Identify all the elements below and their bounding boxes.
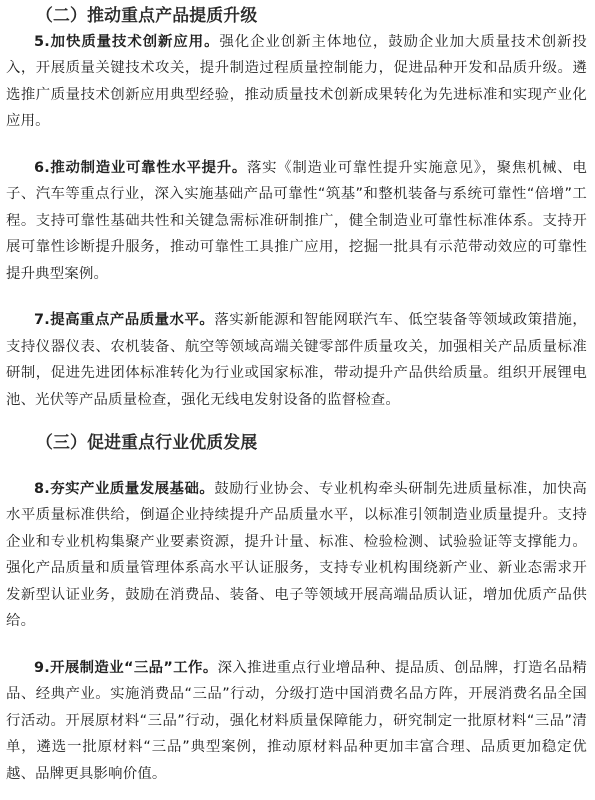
item-6-body: 落实《制造业可靠性提升实施意见》，聚焦机械、电子、汽车等重点行业，深入实施基础产品可靠性“筑基”和整机装备与系统可靠性“倍增”工程。支持可靠性基础共性和关键急需标准研制推广，健全制造业可靠性标准体系。支持开展可靠性诊断提升服务，推动可靠性工具推广应用，挖掘一批具有示范带动效应的可靠性提升典型案例。	[6, 159, 587, 282]
item-8-lead: 8.夯实产业质量发展基础。	[34, 480, 215, 497]
item-5-body: 强化企业创新主体地位，鼓励企业加大质量技术创新投入，开展质量关键技术攻关，提升制造过程质量控制能力，促进品种开发和品质升级。遴选推广质量技术创新应用典型经验，推动质量技术创新成果转化为先进标准和实现产业化应用。	[6, 33, 587, 129]
paragraph-item-9	[6, 655, 587, 788]
item-9-lead: 9.开展制造业“三品”工作。	[34, 659, 218, 676]
paragraph-item-7	[6, 307, 587, 413]
item-5-lead: 5.加快质量技术创新应用。	[34, 33, 220, 50]
section-heading-3: （三）促进重点行业优质发展	[36, 432, 258, 452]
item-6-lead: 6.推动制造业可靠性水平提升。	[34, 159, 247, 176]
paragraph-item-8	[6, 476, 587, 635]
item-9-body: 深入推进重点行业增品种、提品质、创品牌，打造名品精品、经典产业。实施消费品“三品”行动，分级打造中国消费名品方阵，开展消费名品全国行活动。开展原材料“三品”行动，强化材料质量保障能力，研究制定一批原材料“三品”清单，遴选一批原材料“三品”典型案例，推动原材料品种更加丰富合理、品质更加稳定优越、品牌更具影响价值。	[6, 659, 587, 782]
item-7-lead: 7.提高重点产品质量水平。	[34, 312, 215, 328]
paragraph-item-5	[6, 29, 587, 135]
paragraph-item-6	[6, 155, 587, 288]
item-7-body: 落实新能源和智能网联汽车、低空装备等领域政策措施，支持仪器仪表、农机装备、航空等领域高端关键零部件质量攻关，加强相关产品质量标准研制，促进先进团体标准转化为行业或国家标准，带动提升产品供给质量。组织开展锂电池、光伏等产品质量检查，强化无线电发射设备的监督检查。	[6, 312, 587, 408]
item-8-body: 鼓励行业协会、专业机构牵头研制先进质量标准，加快高水平质量标准供给，倒逼企业持续提升产品质量水平，以标准引领制造业质量提升。支持企业和专业机构集聚产业要素资源，提升计量、标准、检验检测、试验验证等支撑能力。强化产品质量和质量管理体系高水平认证服务，支持专业机构围绕新产业、新业态需求开发新型认证业务，鼓励在消费品、装备、电子等领域开展高端品质认证，增加优质产品供给。	[6, 480, 587, 629]
section-heading-2: （二）推动重点产品提质升级	[36, 5, 258, 25]
